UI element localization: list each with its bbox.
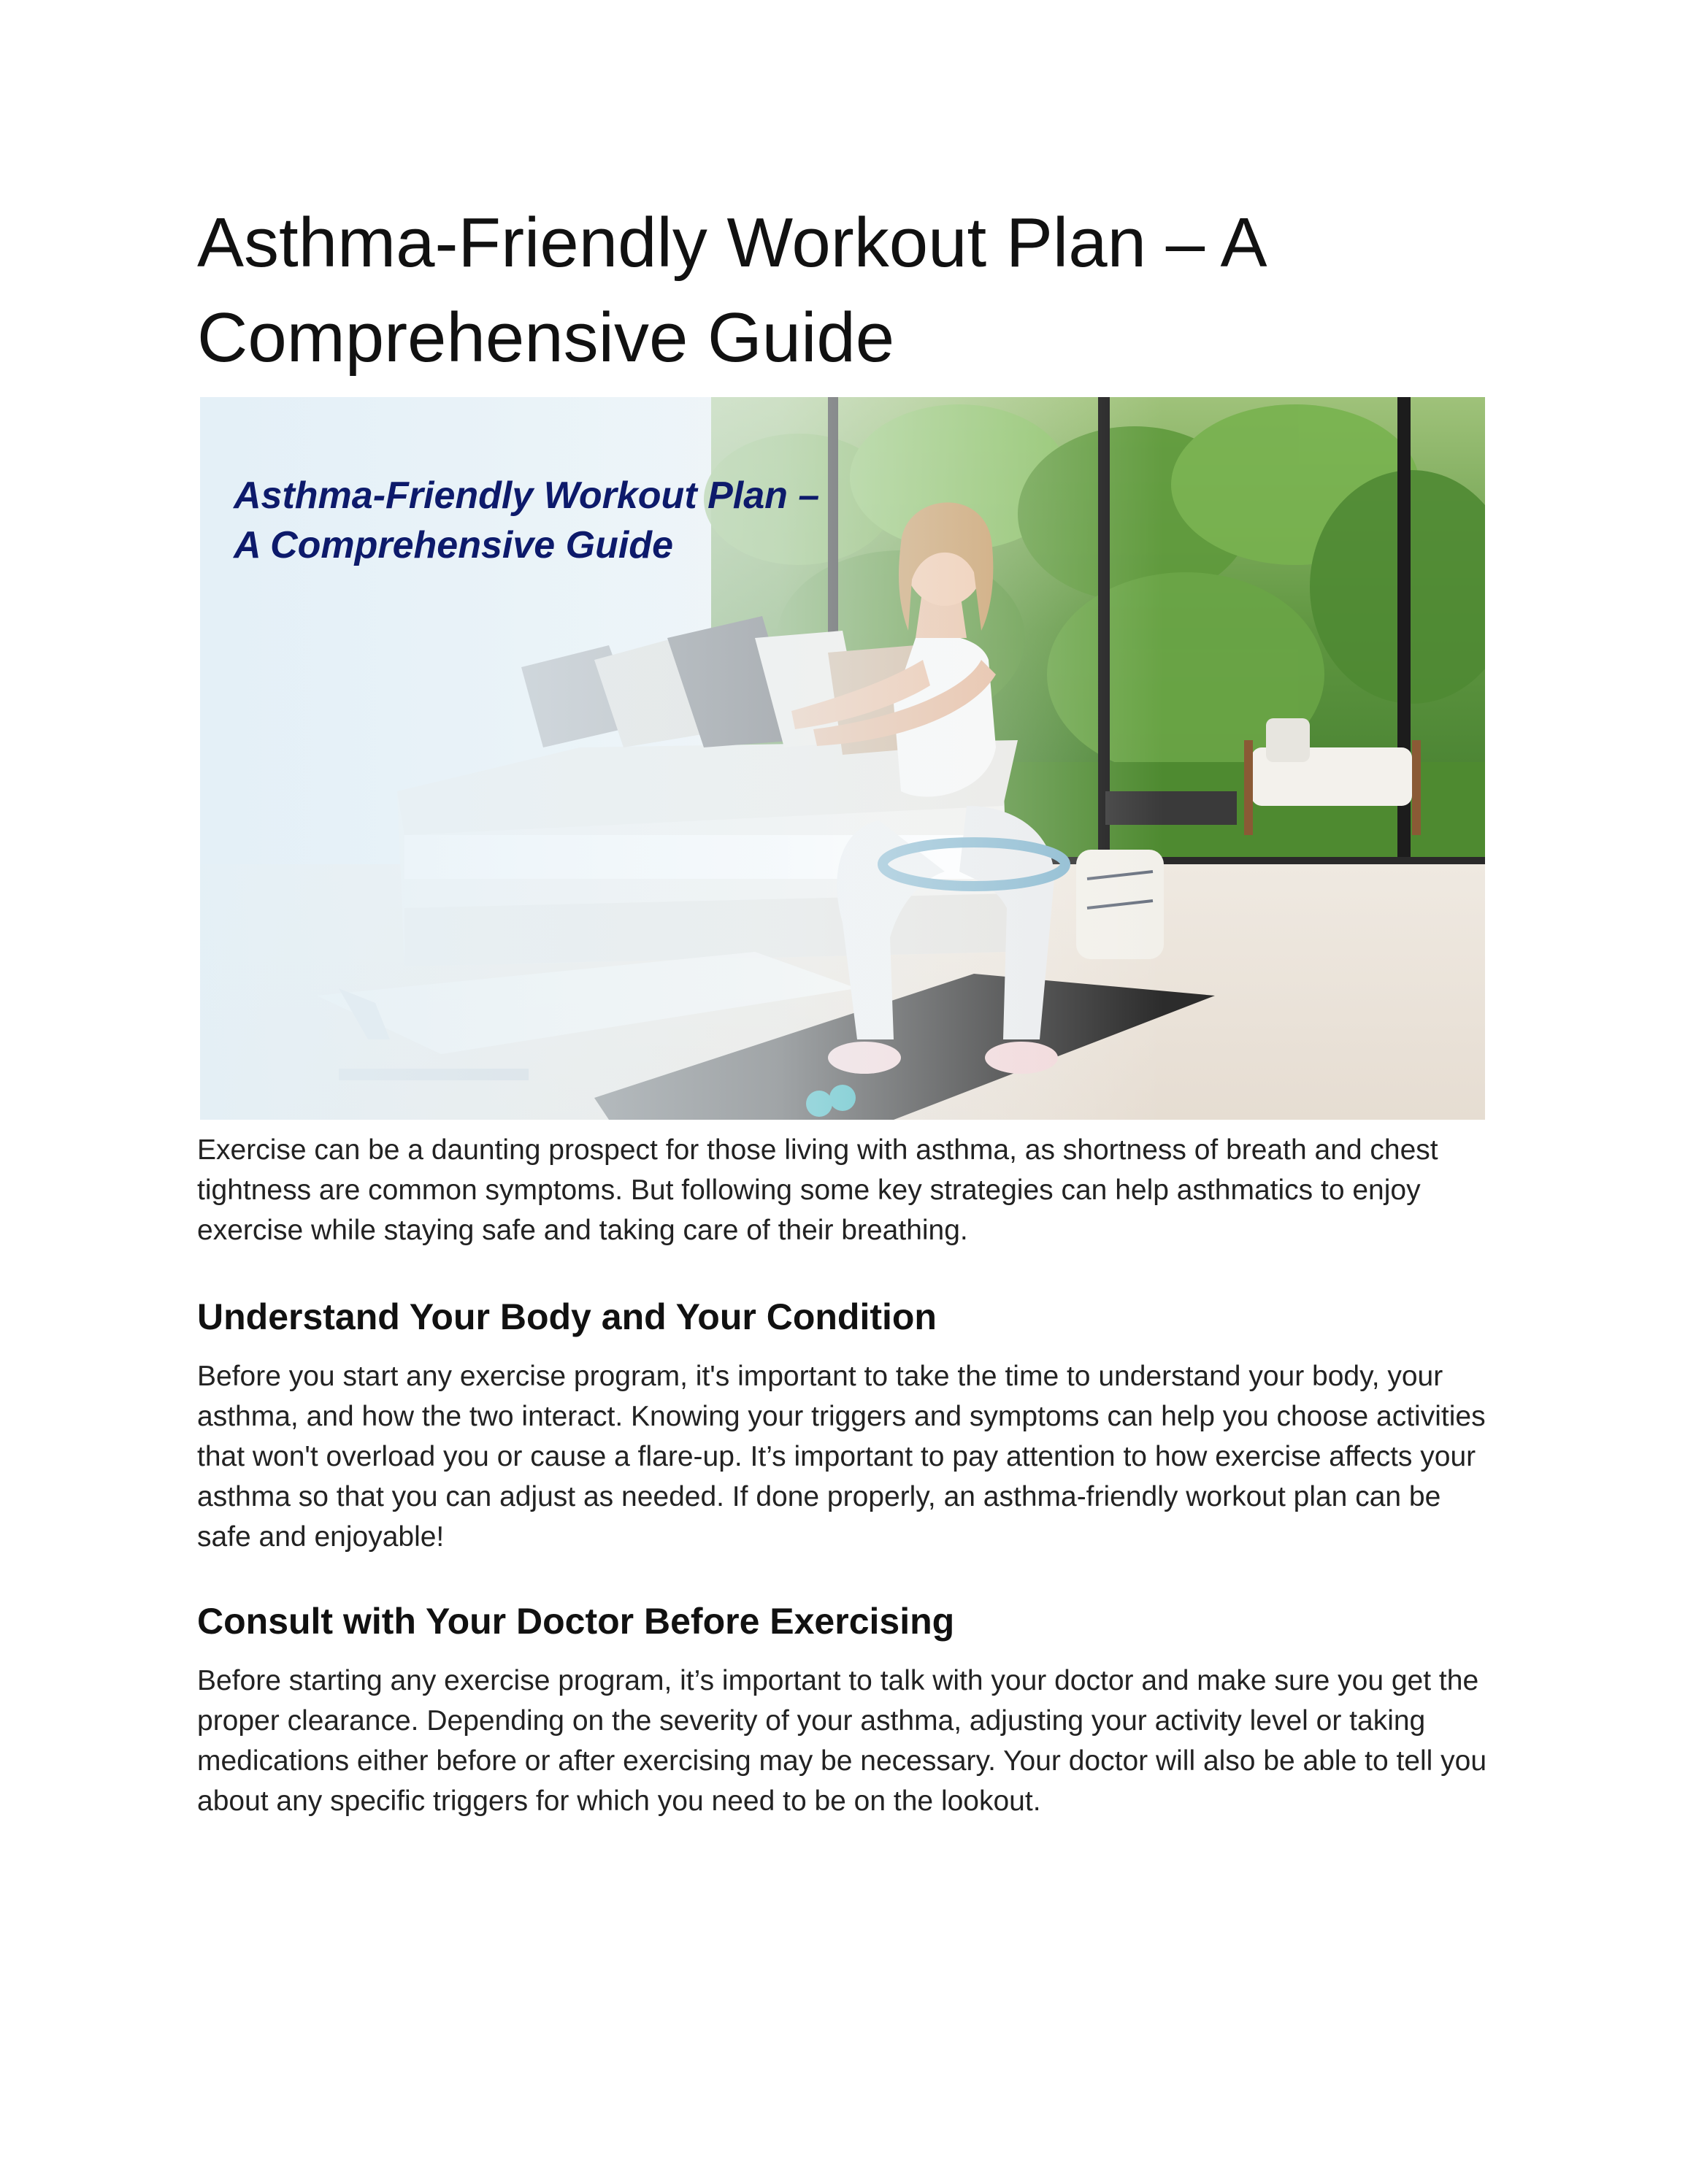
hero-image	[200, 397, 1485, 1120]
section-heading-consult-doctor: Consult with Your Doctor Before Exercising	[197, 1601, 955, 1642]
section-heading-understand-body: Understand Your Body and Your Condition	[197, 1296, 937, 1337]
hero-illustration	[200, 397, 1485, 1120]
hero-overlay-title-line2: A Comprehensive Guide	[234, 524, 673, 566]
page-title: Asthma-Friendly Workout Plan – A Comprehensive Guide	[197, 204, 1264, 377]
hero-overlay-title-line1: Asthma-Friendly Workout Plan –	[234, 474, 820, 517]
intro-paragraph: Exercise can be a daunting prospect for those living with asthma, as shortness of breath and chest tightness are common symptoms. But following some key strategies can help asthmatics to enjoy exercise while staying safe and taking care of their breathing.	[197, 1134, 1438, 1246]
section-body-understand-body: Before you start any exercise program, it's important to take the time to understand your body, your asthma, and how the two interact. Knowing your triggers and symptoms can help you choose activities that won't overload you or cause a flare-up. It’s important to pay attention to how exercise affects your asthma so that you can adjust as needed. If done properly, an asthma-friendly workout plan can be safe and enjoyable!	[197, 1361, 1486, 1553]
section-body-consult-doctor: Before starting any exercise program, it’s important to talk with your doctor and make sure you get the proper clearance. Depending on the severity of your asthma, adjusting your activity level or taking medications either before or after exercising may be necessary. Your doctor will also be able to tell you about any specific triggers for which you need to be on the lookout.	[197, 1665, 1487, 1817]
